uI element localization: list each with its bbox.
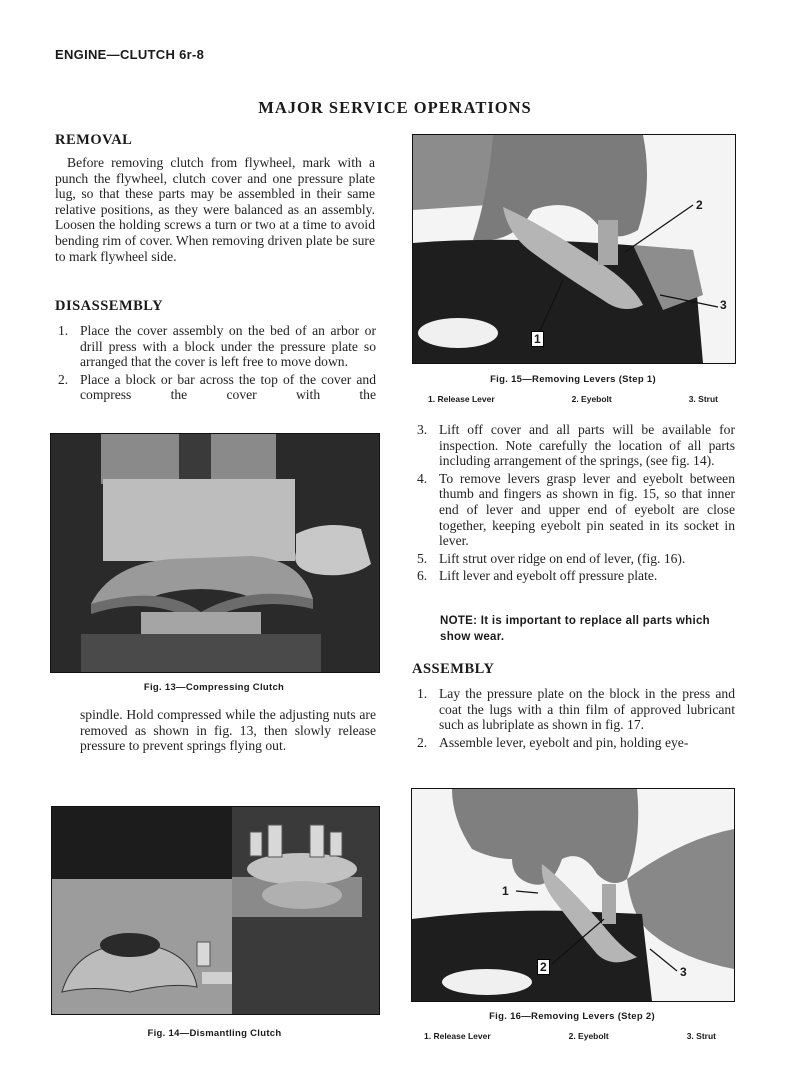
legend-item: 1. Release Lever [428, 394, 495, 404]
page-header: ENGINE—CLUTCH 6r-8 [55, 47, 205, 62]
fig16-photo [411, 788, 735, 1002]
page-title: MAJOR SERVICE OPERATIONS [258, 98, 532, 117]
legend-item: 1. Release Lever [424, 1031, 491, 1041]
legend-item: 3. Strut [686, 1031, 716, 1041]
fig15-callout-3: 3 [720, 298, 727, 312]
disassembly-step [417, 422, 735, 469]
assembly-heading: ASSEMBLY [412, 661, 495, 677]
step-number: 6. [417, 568, 428, 584]
removal-heading: REMOVAL [55, 132, 133, 148]
dismantling-clutch-image [52, 807, 379, 1014]
compressing-clutch-image [51, 434, 379, 672]
step-number: 1. [58, 323, 69, 338]
step-number: 4. [417, 470, 428, 486]
step-text: To remove levers grasp lever and eyebolt between thumb and fingers as shown in fig. 15, so that inner end of lever and upper end of eyebolt are close together, keeping eyebolt pin seated in its socket in lever. [439, 470, 735, 549]
assembly-steps [417, 686, 735, 752]
disassembly-continuation: spindle. Hold compressed while the adjusting nuts are removed as shown in fig. 13, then slowly release pressure to prevent springs flying out. [80, 707, 376, 754]
legend-item: 2. Eyebolt [568, 1031, 609, 1041]
step-text: Lift off cover and all parts will be available for inspection. Note carefully the location of all parts including arrangement of the springs, (see fig. 14). [439, 422, 735, 469]
fig14-caption: Fig. 14—Dismantling Clutch [147, 1028, 282, 1039]
disassembly-step [58, 323, 376, 370]
legend-item: 3. Strut [688, 394, 718, 404]
step-text: Lift lever and eyebolt off pressure plate. [439, 568, 658, 584]
disassembly-step [417, 551, 735, 567]
step-number: 1. [417, 686, 428, 701]
legend-item: 2. Eyebolt [571, 394, 612, 404]
fig13-caption: Fig. 13—Compressing Clutch [143, 682, 285, 693]
fig14-photo [51, 806, 380, 1015]
fig16-legend [424, 1031, 716, 1041]
fig16-callout-1: 1 [502, 884, 509, 898]
step-number: 2. [417, 734, 428, 750]
disassembly-step [417, 471, 735, 549]
removal-text: Before removing clutch from flywheel, mark with a punch the flywheel, clutch cover and one pressure plate lug, so that these parts may be assembled in their same relative positions, as they were balanced as an assembly. Loosen the holding screws a turn or two at a time to avoid bending rim of cover. When removing driven plate be sure to mark flywheel side. [55, 155, 375, 264]
fig15-photo [412, 134, 736, 364]
disassembly-step [417, 568, 735, 584]
assembly-step [417, 686, 735, 733]
fig16-caption: Fig. 16—Removing Levers (Step 2) [489, 1011, 655, 1022]
step-text: Place a block or bar across the top of the cover and compress the cover with the [80, 371, 376, 403]
step-text: Place the cover assembly on the bed of an arbor or drill press with a block under the pressure plate so arranged that the cover is left free to move down. [80, 323, 376, 370]
step-text: Lift strut over ridge on end of lever, (fig. 16). [439, 550, 686, 566]
wear-note: NOTE: It is important to replace all parts which show wear. [440, 615, 710, 643]
assembly-step [417, 735, 735, 751]
disassembly-steps-left [58, 323, 376, 405]
step-text: Lay the pressure plate on the block in the press and coat the lugs with a thin film of approved lubricant such as lubriplate as shown in fig. 17. [439, 686, 735, 733]
fig16-callout-2: 2 [537, 959, 550, 975]
fig16-callout-3: 3 [680, 965, 687, 979]
disassembly-step [58, 372, 376, 403]
disassembly-steps-right [417, 422, 735, 586]
fig15-legend [428, 394, 718, 404]
disassembly-heading: DISASSEMBLY [55, 298, 164, 314]
removing-levers-step1-image [413, 135, 735, 363]
fig15-callout-2: 2 [696, 198, 703, 212]
step-number: 2. [58, 371, 69, 387]
step-number: 3. [417, 422, 428, 437]
fig15-caption: Fig. 15—Removing Levers (Step 1) [490, 374, 656, 385]
step-number: 5. [417, 550, 428, 566]
fig15-callout-1: 1 [531, 331, 544, 347]
fig13-photo [50, 433, 380, 673]
step-text: Assemble lever, eyebolt and pin, holding eye- [439, 734, 689, 750]
